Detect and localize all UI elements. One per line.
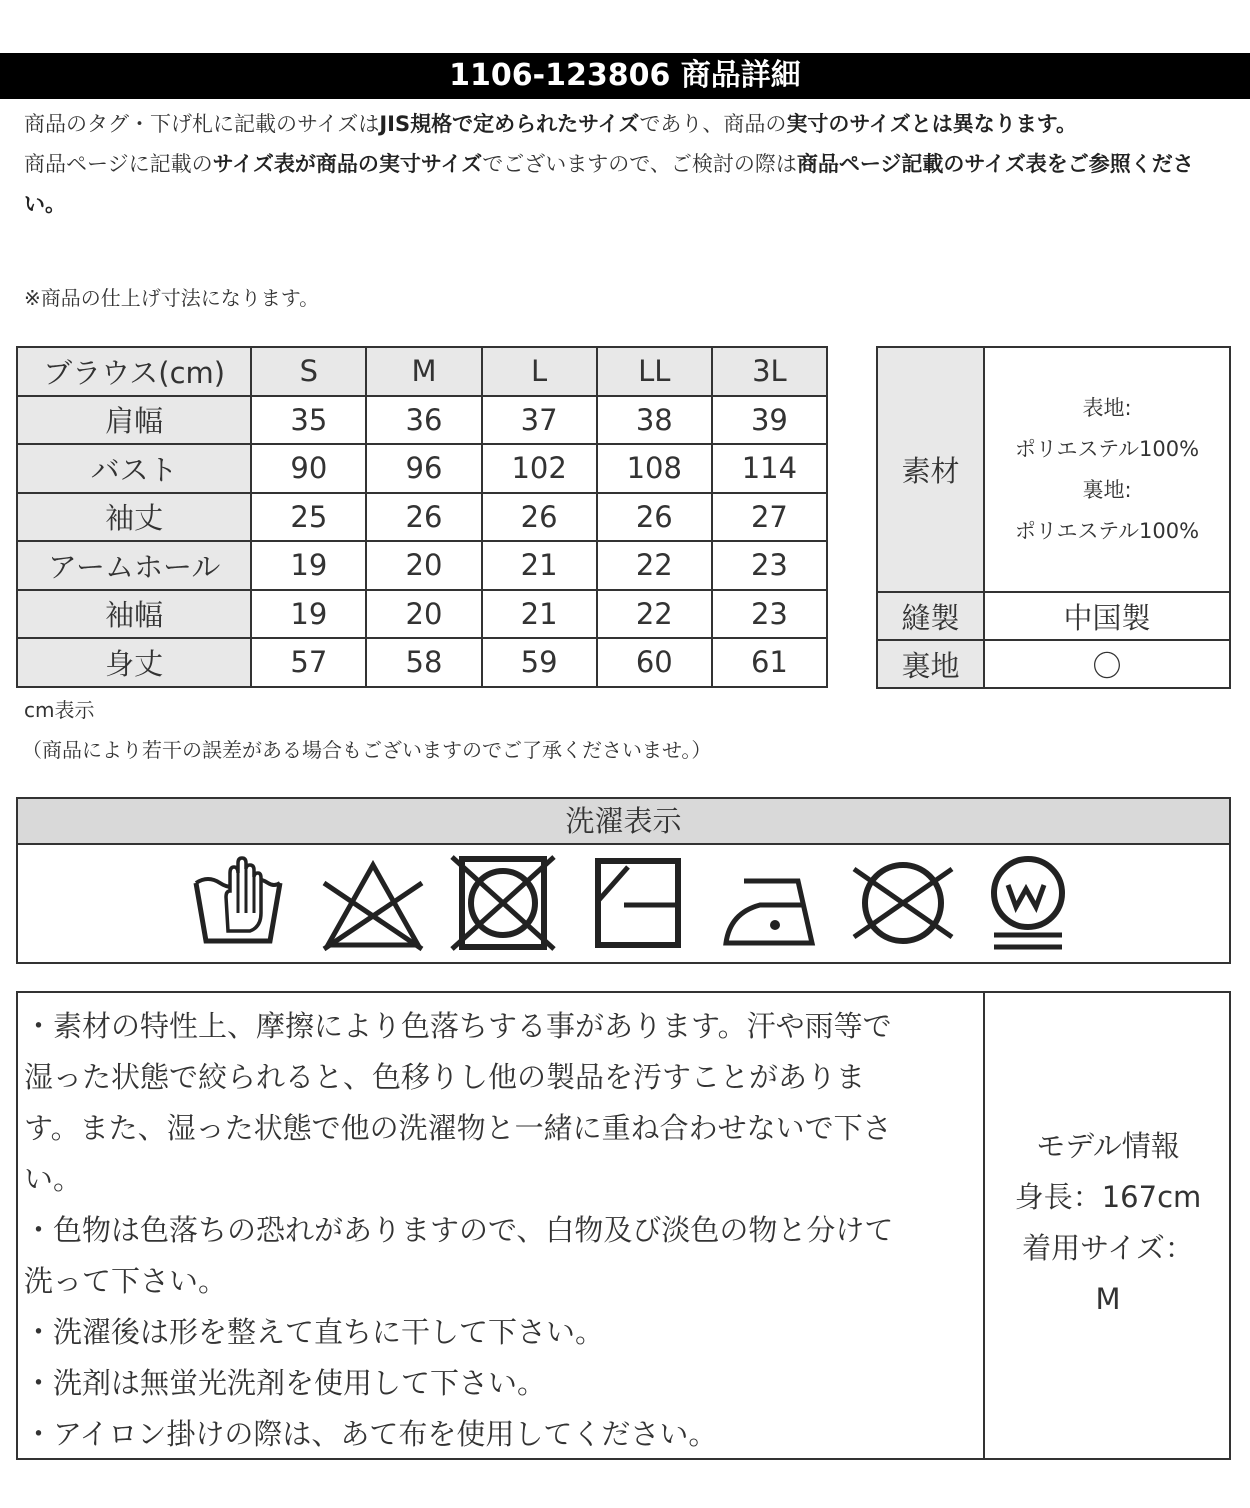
table-cell: 25 (251, 493, 366, 542)
row-label: 肩幅 (17, 396, 251, 445)
table-cell: 36 (366, 396, 481, 445)
sewn-value: 中国製 (984, 592, 1230, 640)
table-cell: 23 (712, 590, 827, 639)
care-instructions (24, 1001, 974, 1460)
model-size-label: 着用サイズ： (1022, 1231, 1194, 1265)
hand-wash-icon (188, 853, 288, 953)
table-cell: 108 (597, 444, 712, 493)
table-cell: 22 (597, 541, 712, 590)
table-cell: 26 (366, 493, 481, 542)
cm-note: cm表示 (24, 698, 95, 722)
line-dry-shade-icon (588, 853, 688, 953)
material-label: 素材 (877, 347, 984, 592)
table-cell: 39 (712, 396, 827, 445)
fabric-line: 表地: (1082, 395, 1132, 420)
model-height: 身長：167cm (1014, 1180, 1202, 1214)
row-label: 身丈 (17, 638, 251, 687)
material-table (876, 346, 1231, 689)
row-label: 袖丈 (17, 493, 251, 542)
care-line: ・洗濯後は形を整えて直ちに干して下さい。 (24, 1315, 605, 1349)
size-header-ll: LL (597, 347, 712, 396)
fabric-line: ポリエステル100% (1014, 518, 1200, 543)
intro-p2-seg: でございますので、ご検討の際は (482, 152, 797, 176)
care-line: す。また、湿った状態で他の洗濯物と一緒に重ね合わせないで下さ (24, 1111, 892, 1145)
table-cell: 20 (366, 541, 481, 590)
table-cell: 57 (251, 638, 366, 687)
table-cell: 22 (597, 590, 712, 639)
table-cell: 23 (712, 541, 827, 590)
care-line: ・素材の特性上、摩擦により色落ちする事があります。汗や雨等で (24, 1009, 892, 1043)
wet-clean-gentle-icon (978, 853, 1078, 953)
size-header-label: ブラウス(cm) (17, 347, 251, 396)
table-cell: 38 (597, 396, 712, 445)
table-cell: 26 (482, 493, 597, 542)
sewn-label: 縫製 (877, 592, 984, 640)
wash-title: 洗濯表示 (18, 799, 1229, 845)
model-info (985, 1121, 1231, 1325)
table-cell: 59 (482, 638, 597, 687)
model-size-value: M (1095, 1282, 1121, 1316)
row-label: バスト (17, 444, 251, 493)
table-row (17, 493, 827, 542)
table-cell: 21 (482, 541, 597, 590)
table-cell: 58 (366, 638, 481, 687)
iron-low-icon (718, 853, 828, 953)
care-line: ・色物は色落ちの恐れがありますので、白物及び淡色の物と分けて (24, 1213, 894, 1247)
size-header-l: L (482, 347, 597, 396)
table-cell: 35 (251, 396, 366, 445)
table-cell: 114 (712, 444, 827, 493)
size-header-3l: 3L (712, 347, 827, 396)
care-line: ・洗剤は無蛍光洗剤を使用して下さい。 (24, 1366, 547, 1400)
table-cell: 21 (482, 590, 597, 639)
size-header-m: M (366, 347, 481, 396)
lining-value: 〇 (984, 640, 1230, 688)
table-row (17, 541, 827, 590)
fabric-line: ポリエステル100% (1014, 436, 1200, 461)
table-row (17, 444, 827, 493)
care-line: 湿った状態で絞られると、色移りし他の製品を汚すことがありま (24, 1060, 866, 1094)
intro-p2-bold: 商品ページ記載のサイズ表をご参照ください。 (24, 152, 1194, 216)
row-label: 袖幅 (17, 590, 251, 639)
table-cell: 96 (366, 444, 481, 493)
table-cell: 19 (251, 590, 366, 639)
fabric-line: 裏地: (1082, 477, 1132, 502)
no-tumble-dry-icon (448, 853, 558, 953)
row-label: アームホール (17, 541, 251, 590)
table-row (17, 590, 827, 639)
table-row (17, 638, 827, 687)
table-cell: 20 (366, 590, 481, 639)
sewn-row (877, 592, 1230, 640)
table-row (17, 396, 827, 445)
care-line: ・アイロン掛けの際は、あて布を使用してください。 (24, 1417, 718, 1451)
table-cell: 90 (251, 444, 366, 493)
care-section (16, 991, 1231, 1460)
error-note: （商品により若干の誤差がある場合もございますのでご了承くださいませ。） (22, 738, 712, 762)
model-title: モデル情報 (1036, 1129, 1180, 1163)
intro-paragraph-1 (24, 104, 1234, 144)
lining-label: 裏地 (877, 640, 984, 688)
material-fabric (984, 347, 1230, 592)
intro-p1-bold: JIS規格で定められたサイズ (379, 112, 640, 136)
care-line: い。 (24, 1162, 83, 1196)
intro-p1-seg: 商品のタグ・下げ札に記載のサイズは (24, 112, 380, 136)
intro-p2-seg: 商品ページに記載の (24, 152, 213, 176)
size-table-header (17, 347, 827, 396)
table-cell: 60 (597, 638, 712, 687)
finish-dimension-note: ※商品の仕上げ寸法になります。 (24, 286, 320, 310)
table-cell: 19 (251, 541, 366, 590)
page-title: 1106-123806 商品詳細 (0, 53, 1250, 99)
care-line: 洗って下さい。 (24, 1264, 228, 1298)
size-table (16, 346, 828, 688)
intro-p1-bold: 実寸のサイズとは異なります。 (786, 112, 1078, 136)
no-bleach-icon (318, 853, 428, 953)
table-cell: 102 (482, 444, 597, 493)
table-cell: 26 (597, 493, 712, 542)
wash-icons (18, 845, 1229, 962)
lining-row (877, 640, 1230, 688)
size-header-s: S (251, 347, 366, 396)
table-cell: 37 (482, 396, 597, 445)
intro-p1-seg: であり、商品の (639, 112, 787, 136)
table-cell: 27 (712, 493, 827, 542)
material-row (877, 347, 1230, 592)
no-dry-clean-icon (848, 853, 958, 953)
intro-p2-bold: サイズ表が商品の実寸サイズ (212, 152, 483, 176)
intro-text (24, 104, 1234, 224)
table-cell: 61 (712, 638, 827, 687)
wash-label-section (16, 797, 1231, 964)
intro-paragraph-2 (24, 144, 1234, 224)
